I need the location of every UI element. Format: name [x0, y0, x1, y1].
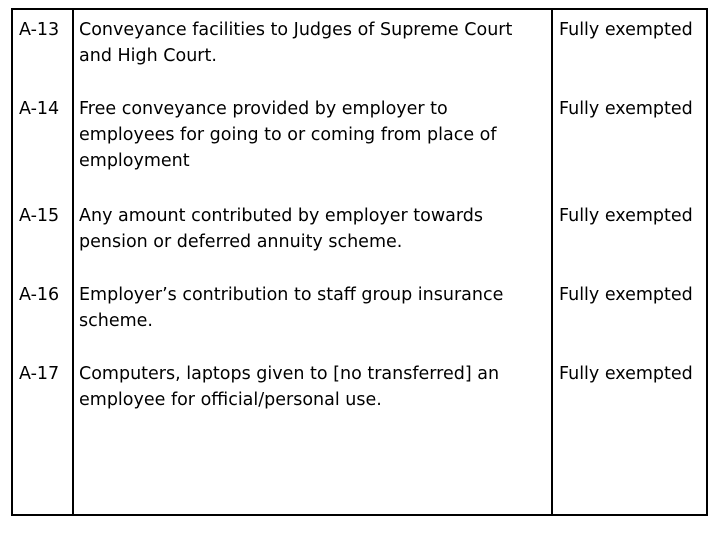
row-description: Employer’s contribution to staff group insurance scheme.: [79, 285, 504, 331]
row-code: A-17: [19, 364, 60, 384]
row-status: Fully exempted: [559, 285, 693, 305]
row-description: Free conveyance provided by employer to employees for going to or coming from place of employment: [79, 99, 497, 171]
row-status: Fully exempted: [559, 206, 693, 226]
row-code: A-15: [19, 206, 60, 226]
row-code: A-16: [19, 285, 60, 305]
exemptions-table: [11, 8, 708, 516]
row-description: Computers, laptops given to [no transferred] an employee for official/personal use.: [79, 364, 500, 410]
column-divider-1: [72, 10, 74, 514]
row-status: Fully exempted: [559, 99, 693, 119]
row-description: Conveyance facilities to Judges of Supreme Court and High Court.: [79, 20, 513, 66]
row-status: Fully exempted: [559, 20, 693, 40]
row-description: Any amount contributed by employer towards pension or deferred annuity scheme.: [79, 206, 484, 252]
column-divider-2: [551, 10, 553, 514]
row-code: A-13: [19, 20, 60, 40]
row-code: A-14: [19, 99, 60, 119]
row-status: Fully exempted: [559, 364, 693, 384]
